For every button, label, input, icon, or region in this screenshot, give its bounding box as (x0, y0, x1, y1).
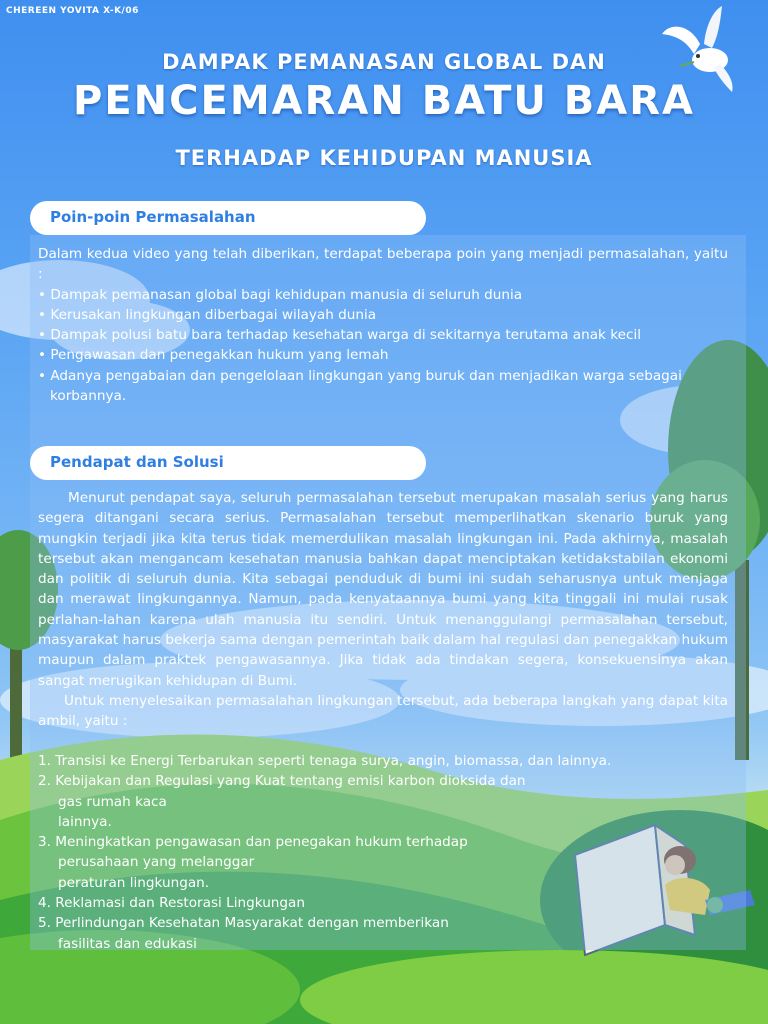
section1-intro: Dalam kedua video yang telah diberikan, terdapat beberapa poin yang menjadi permasalahan, yaitu : (38, 246, 728, 283)
list-item: korbannya. (50, 388, 127, 405)
solution-steps (38, 751, 728, 954)
list-item: • Adanya pengabaian dan pengelolaan lingkungan yang buruk dan menjadikan warga sebagai (38, 367, 682, 384)
list-item: peraturan lingkungan. (58, 874, 210, 891)
section-heading-text: Poin-poin Permasalahan (50, 208, 256, 226)
list-item: perusahaan yang melanggar (58, 854, 255, 871)
solution-intro: Untuk menyelesaikan permasalahan lingkungan tersebut, ada beberapa langkah yang dapat kita ambil, yaitu : (38, 692, 728, 730)
list-item: • Dampak pemanasan global bagi kehidupan manusia di seluruh dunia (38, 286, 523, 303)
title-line-1: DAMPAK PEMANASAN GLOBAL DAN (162, 50, 606, 74)
section-heading-pendapat (30, 446, 426, 480)
list-item: • Pengawasan dan penegakkan hukum yang lemah (38, 347, 389, 364)
list-item: gas rumah kaca (58, 793, 167, 810)
section2-body (38, 488, 728, 732)
list-item: 5. Perlindungan Kesehatan Masyarakat dengan memberikan (38, 915, 449, 932)
section-heading-text: Pendapat dan Solusi (50, 453, 224, 471)
list-item: • Dampak polusi batu bara terhadap kesehatan warga di sekitarnya terutama anak kecil (38, 327, 642, 344)
section-heading-permasalahan (30, 201, 426, 235)
opinion-paragraph: Menurut pendapat saya, seluruh permasalahan tersebut merupakan masalah serius yang harus segera ditangani secara serius. Permasalahan tersebut memperlihatkan skenario buruk yang mungkin terjadi jika kita terus tidak memerdulikan masalah lingkungan ini. Pada akhirnya, masalah tersebut akan mengancam kesehatan manusia bahkan dapat menciptakan ketidakstabilan ekonomi dan politik di seluruh dunia. Kita sebagai penduduk di bumi ini sudah seharusnya untuk menjaga dan merawat lingkungannya. Namun, pada kenyataannya bumi yang kita tinggali ini mulai rusak perlahan-lahan karena ulah manusia itu sendiri. Untuk menanggulangi permasalahan tersebut, masyarakat harus bekerja sama dengan pemerintah baik dalam hal regulasi dan penegakkan hukum maupun dalam praktek pengawasannya. Jika tidak ada tindakan segera, konsekuensinya akan sangat merugikan kehidupan di Bumi. (38, 490, 728, 689)
list-item: 3. Meningkatkan pengawasan dan penegakan hukum terhadap (38, 834, 468, 851)
author-label: CHEREEN YOVITA X-K/06 (6, 6, 139, 16)
list-item: 1. Transisi ke Energi Terbarukan seperti tenaga surya, angin, biomassa, dan lainnya. (38, 753, 612, 769)
list-item: • Kerusakan lingkungan diberbagai wilayah dunia (38, 306, 377, 323)
list-item: 2. Kebijakan dan Regulasi yang Kuat tentang emisi karbon dioksida dan (38, 773, 526, 790)
section1-body (38, 244, 728, 406)
title-line-2: PENCEMARAN BATU BARA (73, 78, 695, 124)
list-item: fasilitas dan edukasi (58, 935, 197, 952)
title-line-3: TERHADAP KEHIDUPAN MANUSIA (175, 146, 593, 170)
list-item: 4. Reklamasi dan Restorasi Lingkungan (38, 895, 305, 912)
list-item: lainnya. (58, 813, 112, 830)
